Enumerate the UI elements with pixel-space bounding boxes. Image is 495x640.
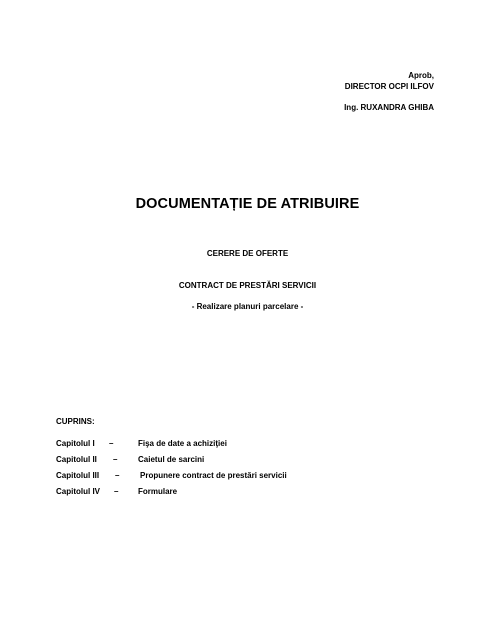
procedure-type: CERERE DE OFERTE [206, 249, 289, 258]
chapter-row [56, 484, 178, 500]
contents-heading: CUPRINS: [56, 417, 95, 426]
approval-block [344, 70, 434, 113]
chapter-dash: – [113, 455, 118, 464]
chapter-title: Caietul de sarcini [138, 455, 205, 464]
chapter-dash: – [114, 487, 119, 496]
chapter-title: Formulare [138, 487, 178, 496]
approval-label: Aprob, [408, 71, 434, 80]
table-of-contents [56, 417, 287, 500]
approval-role: DIRECTOR OCPI ILFOV [344, 82, 434, 91]
contract-object: - Realizare planuri parcelare - [191, 302, 304, 311]
contract-type: CONTRACT DE PRESTĂRI SERVICII [178, 281, 317, 290]
chapter-row [56, 468, 287, 484]
approval-signatory: Ing. RUXANDRA GHIBA [344, 103, 434, 112]
chapter-number: Capitolul III [56, 471, 100, 480]
chapter-dash: – [115, 471, 120, 480]
chapter-row [56, 452, 205, 468]
chapter-row [56, 436, 227, 452]
chapter-number: Capitolul I [56, 439, 95, 448]
document-title: DOCUMENTAȚIE DE ATRIBUIRE [135, 196, 360, 212]
chapter-dash: – [109, 439, 114, 448]
chapter-number: Capitolul II [56, 455, 97, 464]
chapter-number: Capitolul IV [56, 487, 100, 496]
chapter-title: Propunere contract de prestări servicii [140, 471, 287, 480]
chapter-title: Fişa de date a achiziţiei [138, 439, 227, 448]
